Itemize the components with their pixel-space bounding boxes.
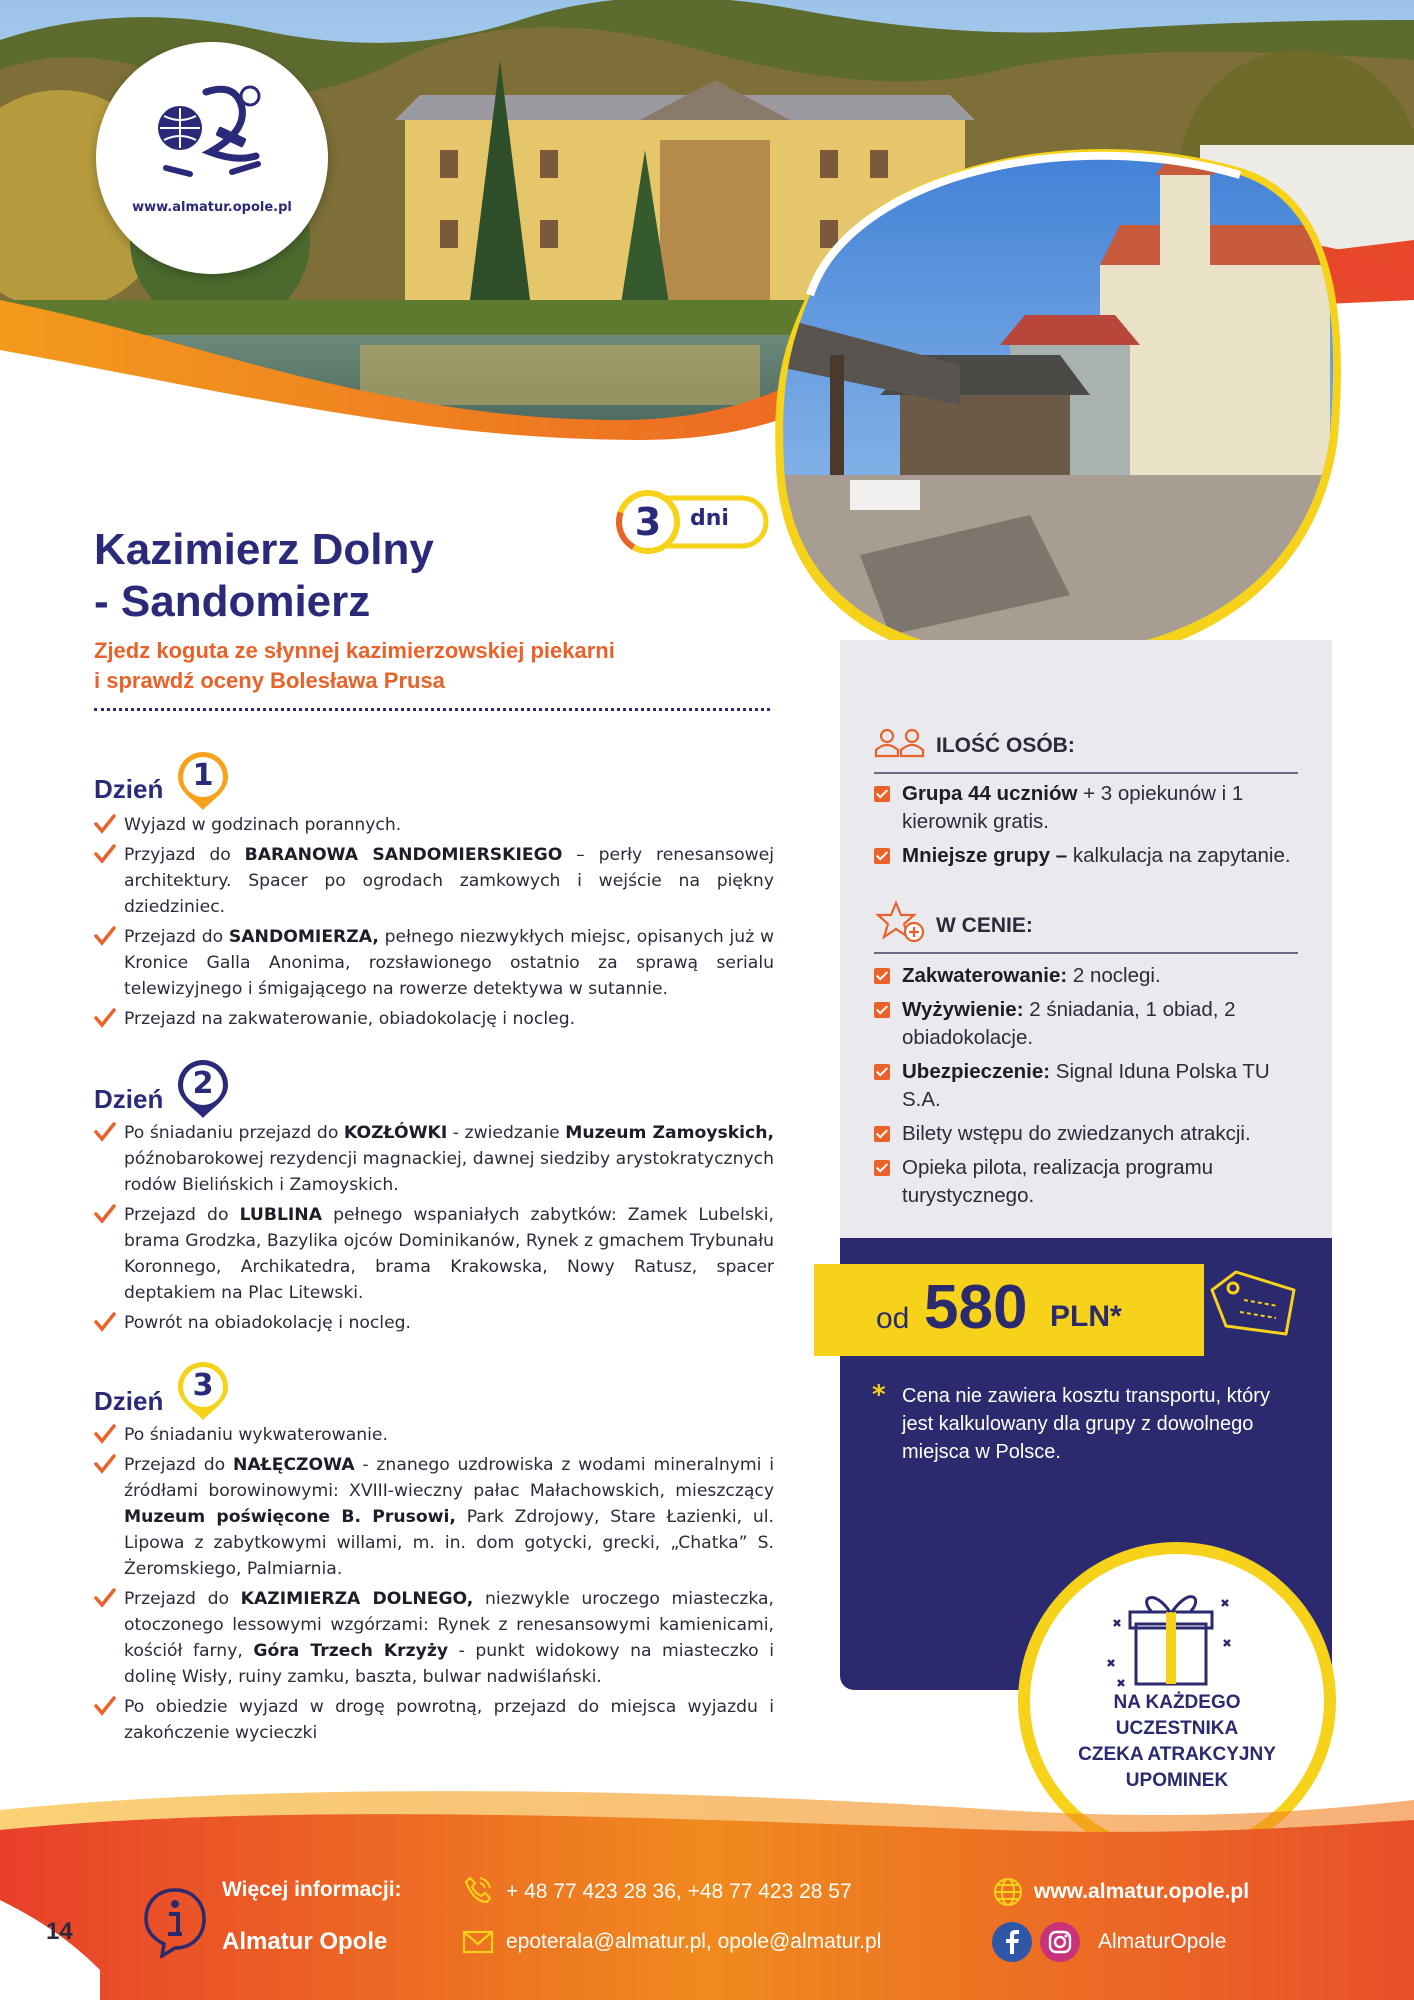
day-1-items — [94, 812, 774, 1032]
day-3-items — [94, 1422, 774, 1746]
bold-text: Mniejsze grupy – — [902, 844, 1068, 867]
checkmark-icon — [94, 844, 116, 864]
bold-text: Góra Trzech Krzyży — [253, 1641, 449, 1661]
bold-text: KOZŁÓWKI — [343, 1123, 448, 1143]
persons-list — [874, 780, 1314, 876]
program-item — [94, 1310, 774, 1336]
text: Opieka pilota, realizacja programu turystycznego. — [902, 1156, 1214, 1207]
bold-text: Grupa 44 uczniów — [902, 782, 1078, 805]
day-2-items — [94, 1120, 774, 1336]
text: Powrót na obiadokolację i nocleg. — [124, 1313, 412, 1333]
day-3-block — [94, 1360, 774, 1750]
more-info-label: Więcej informacji: — [222, 1878, 402, 1901]
day-1-number: 1 — [192, 758, 214, 793]
included-item — [874, 1058, 1314, 1114]
subtitle-line-2: i sprawdź oceny Bolesława Prusa — [94, 668, 445, 693]
program-item — [94, 924, 774, 1002]
text: Po śniadaniu przejazd do — [124, 1123, 344, 1143]
day-1-block — [94, 750, 774, 1036]
day-3-label: Dzień — [94, 1386, 164, 1416]
checkbox-icon — [874, 1064, 890, 1080]
program-item — [94, 1694, 774, 1746]
included-item — [874, 962, 1314, 990]
days-count: 3 — [634, 500, 662, 544]
phone-icon — [462, 1874, 494, 1906]
gift-line-2: UCZESTNIKA — [1115, 1718, 1239, 1739]
page-subtitle — [94, 636, 734, 696]
persons-rule — [874, 772, 1298, 774]
almatur-logo-icon — [146, 72, 278, 192]
checkbox-icon — [874, 1160, 890, 1176]
text: - znanego uzdrowiska z wodami mineralnymi i źródłami borowinowymi: XVIII-wieczny pałac Małachowskich, mieszczący — [124, 1455, 774, 1501]
bold-text: Zakwaterowanie: — [902, 964, 1068, 987]
checkmark-icon — [94, 1008, 116, 1028]
instagram-icon[interactable] — [1040, 1922, 1080, 1962]
text: - zwiedzanie — [447, 1123, 566, 1143]
globe-icon — [992, 1876, 1024, 1908]
sandomierz-photo — [770, 135, 1350, 675]
text: + 3 opiekunów i 1 kierownik gratis. — [902, 782, 1244, 833]
program-item — [94, 1452, 774, 1582]
program-item — [94, 842, 774, 920]
included-item — [874, 1154, 1314, 1210]
text: Przejazd na zakwaterowanie, obiadokolację i nocleg. — [124, 1009, 576, 1029]
checkmark-icon — [94, 1122, 116, 1142]
text: kalkulacja na zapytanie. — [1067, 844, 1291, 867]
website-link[interactable]: www.almatur.opole.pl — [1034, 1880, 1250, 1903]
text: - punkt widokowy na miasteczko i dolinę Wisły, ruiny zamku, baszta, bulwar nadwiślański. — [124, 1641, 774, 1687]
bold-text: BARANOWA SANDOMIERSKIEGO — [244, 845, 563, 865]
program-item — [94, 1586, 774, 1690]
checkmark-icon — [94, 1588, 116, 1608]
gift-line-3: CZEKA ATRAKCYJNY — [1078, 1744, 1276, 1765]
org-name: Almatur Opole — [222, 1928, 388, 1955]
included-list — [874, 962, 1314, 1216]
price-currency: PLN* — [1050, 1300, 1122, 1333]
checkbox-icon — [874, 968, 890, 984]
note-marker: * — [872, 1380, 886, 1410]
program-item — [94, 1202, 774, 1306]
checkmark-icon — [94, 1204, 116, 1224]
divider — [94, 708, 770, 711]
persons-item — [874, 842, 1314, 870]
subtitle-line-1: Zjedz koguta ze słynnej kazimierzowskiej piekarni — [94, 638, 615, 663]
text: Wyjazd w godzinach porannych. — [124, 815, 402, 835]
facebook-icon[interactable] — [992, 1922, 1032, 1962]
text: Bilety wstępu do zwiedzanych atrakcji. — [902, 1122, 1251, 1145]
persons-heading: ILOŚĆ OSÓB: — [936, 734, 1075, 757]
program-item — [94, 812, 774, 838]
bold-text: Muzeum Zamoyskich, — [565, 1123, 774, 1143]
bold-text: NAŁĘCZOWA — [232, 1455, 355, 1475]
info-icon — [142, 1886, 208, 1958]
program-item — [94, 1422, 774, 1448]
text: późnobarokowej rezydencji magnackiej, dawnej siedziby arystokratycznych rodów Bielińskich i Zamoyskich. — [124, 1149, 774, 1195]
gift-text — [1040, 1690, 1314, 1794]
page-title — [94, 524, 714, 628]
included-rule — [874, 952, 1298, 954]
gift-line-4: UPOMINEK — [1125, 1770, 1229, 1791]
bold-text: Ubezpieczenie: — [902, 1060, 1051, 1083]
text: Po obiedzie wyjazd w drogę powrotną, przejazd do miejsca wyjazdu i zakończenie wycieczki — [124, 1697, 774, 1743]
checkbox-icon — [874, 1002, 890, 1018]
text: pełnego niezwykłych miejsc, opisanych już w Kronice Galla Anonima, rozsławionego ostatnio za sprawą serialu telewizyjnego i śmigającego na rowerze detektywa w sutannie. — [124, 927, 775, 999]
checkmark-icon — [94, 1696, 116, 1716]
checkmark-icon — [94, 814, 116, 834]
days-label: dni — [690, 506, 729, 531]
page-number: 14 — [46, 1918, 73, 1945]
program-item — [94, 1120, 774, 1198]
included-item — [874, 1120, 1314, 1148]
gift-icon — [1094, 1580, 1244, 1700]
social-handle[interactable]: AlmaturOpole — [1098, 1930, 1227, 1953]
title-line-1: Kazimierz Dolny — [94, 525, 434, 574]
text: Przejazd do — [124, 1589, 241, 1609]
day-2-block — [94, 1058, 774, 1340]
people-icon — [874, 728, 926, 758]
day-2-number: 2 — [192, 1066, 214, 1101]
checkmark-icon — [94, 926, 116, 946]
bold-text: Wyżywienie: — [902, 998, 1024, 1021]
included-heading: W CENIE: — [936, 914, 1033, 937]
price-tag-icon — [1206, 1268, 1298, 1340]
bold-text: LUBLINA — [239, 1205, 322, 1225]
text: Przejazd do — [124, 1205, 240, 1225]
email-addresses[interactable]: epoterala@almatur.pl, opole@almatur.pl — [506, 1930, 882, 1953]
title-line-2: - Sandomierz — [94, 577, 371, 626]
day-3-number: 3 — [192, 1368, 214, 1403]
email-icon — [462, 1926, 494, 1958]
day-1-label: Dzień — [94, 774, 164, 804]
checkmark-icon — [94, 1424, 116, 1444]
day-2-label: Dzień — [94, 1084, 164, 1114]
price-note: Cena nie zawiera kosztu transportu, który jest kalkulowany dla grupy z dowolnego miejsca w Polsce. — [902, 1385, 1270, 1463]
star-plus-icon — [874, 900, 926, 944]
checkmark-icon — [94, 1312, 116, 1332]
text: niezwykle uroczego miasteczka, otoczonego lessowymi wzgórzami: Rynek z renesansowymi kamienicami, kościół farny, — [124, 1589, 774, 1661]
checkbox-icon — [874, 848, 890, 864]
price-amount: 580 — [924, 1273, 1028, 1342]
logo-badge[interactable] — [96, 42, 328, 274]
bold-text: SANDOMIERZA, — [228, 927, 379, 947]
text: Przyjazd do — [124, 845, 245, 865]
price-prefix: od — [876, 1302, 910, 1335]
gift-line-1: NA KAŻDEGO — [1113, 1692, 1241, 1713]
text: – perły renesansowej architektury. Spacer po ogrodach zamkowych i wejście na piękny dziedziniec. — [124, 845, 774, 917]
text: Przejazd do — [124, 1455, 233, 1475]
checkmark-icon — [94, 1454, 116, 1474]
text: 2 śniadania, 1 obiad, 2 obiadokolacje. — [902, 998, 1236, 1049]
bold-text: Muzeum poświęcone B. Prusowi, — [124, 1507, 456, 1527]
included-item — [874, 996, 1314, 1052]
logo-url[interactable]: www.almatur.opole.pl — [132, 200, 292, 215]
text: Park Zdrojowy, Stare Łazienki, ul. Lipowa z zabytkowymi willami, m. in. dom gotycki, grecki, „Chatka” S. Żeromskiego, Palmiarnia. — [124, 1507, 774, 1579]
bold-text: KAZIMIERZA DOLNEGO, — [240, 1589, 474, 1609]
text: pełnego wspaniałych zabytków: Zamek Lubelski, brama Grodzka, Bazylika ojców Dominikanów, Rynek z gmachem Trybunału Koronnego, Archikatedra, brama Krakowska, Nowy Ratusz, spacer deptakiem na Plac Litewski. — [124, 1205, 775, 1303]
checkbox-icon — [874, 786, 890, 802]
phone-numbers[interactable]: + 48 77 423 28 36, +48 77 423 28 57 — [506, 1880, 852, 1903]
text: Przejazd do — [124, 927, 229, 947]
text: Po śniadaniu wykwaterowanie. — [124, 1425, 388, 1445]
checkbox-icon — [874, 1126, 890, 1142]
text: Signal Iduna Polska TU S.A. — [902, 1060, 1270, 1111]
program-item — [94, 1006, 774, 1032]
persons-item — [874, 780, 1314, 836]
text: 2 noclegi. — [1067, 964, 1161, 987]
